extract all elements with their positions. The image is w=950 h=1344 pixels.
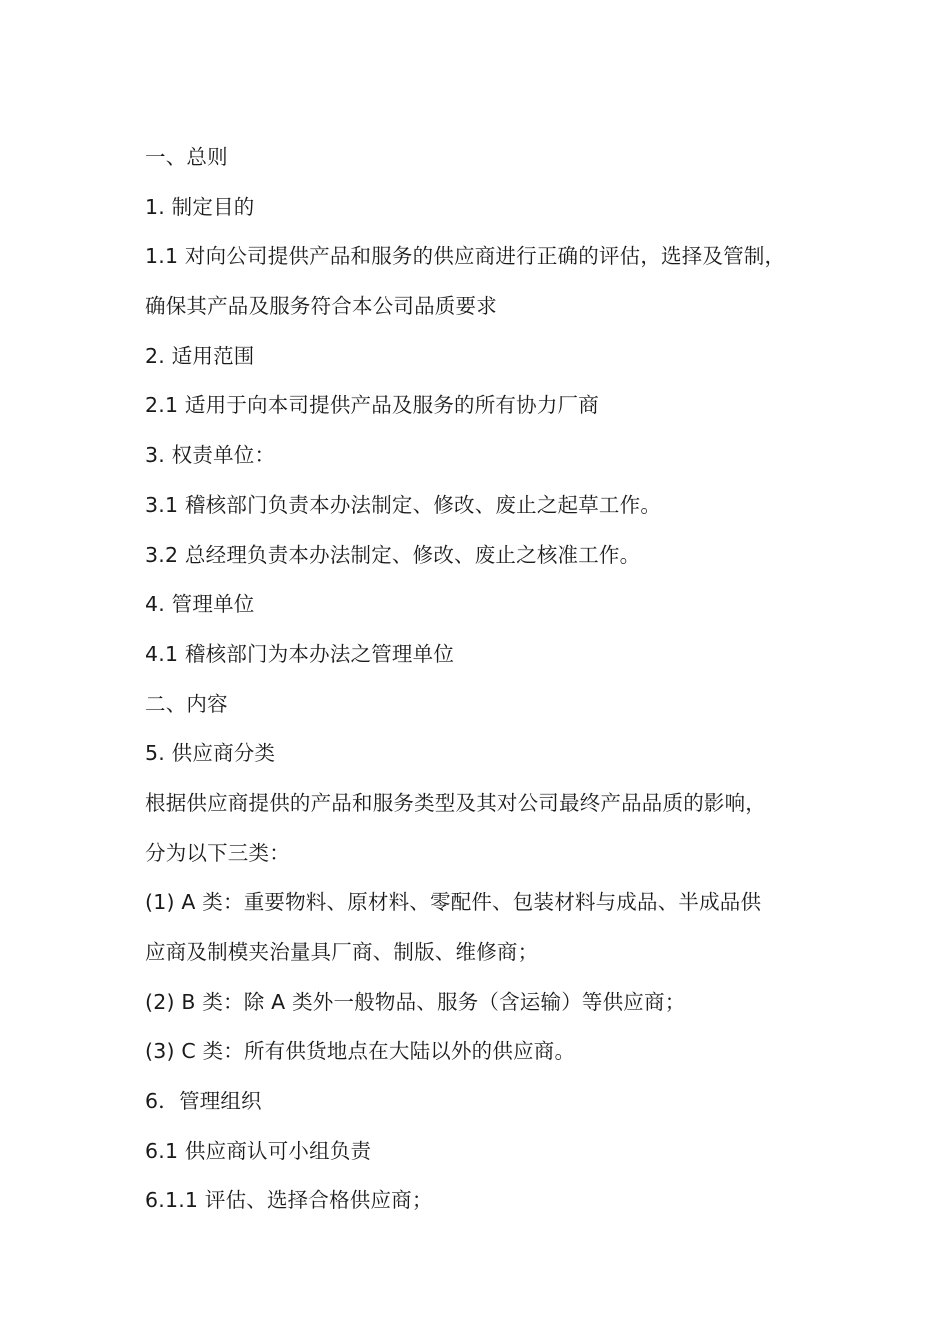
paragraph-line: 4.1 稽核部门为本办法之管理单位 <box>145 641 455 666</box>
paragraph-line: 根据供应商提供的产品和服务类型及其对公司最终产品品质的影响， <box>145 790 766 815</box>
paragraph-line: 6.1 供应商认可小组负责 <box>145 1138 372 1163</box>
heading-management-unit: 4. 管理单位 <box>145 592 255 617</box>
paragraph-line: 确保其产品及服务符合本公司品质要求 <box>145 294 497 319</box>
list-item-class-a: (1) A 类：重要物料、原材料、零配件、包装材料与成品、半成品供 <box>145 890 762 915</box>
heading-purpose: 1. 制定目的 <box>145 194 255 219</box>
heading-management-organization: 6．管理组织 <box>145 1089 262 1114</box>
list-item-class-c: (3) C 类：所有供货地点在大陆以外的供应商。 <box>145 1039 576 1064</box>
heading-scope: 2. 适用范围 <box>145 343 255 368</box>
list-item-class-b: (2) B 类：除 A 类外一般物品、服务（含运输）等供应商； <box>145 989 686 1014</box>
paragraph-line: 1.1 对向公司提供产品和服务的供应商进行正确的评估，选择及管制， <box>145 244 786 269</box>
paragraph-line: 6.1.1 评估、选择合格供应商； <box>145 1188 433 1213</box>
heading-responsibility: 3. 权责单位： <box>145 443 276 468</box>
section-heading-general: 一、总则 <box>145 145 228 169</box>
section-heading-content: 二、内容 <box>145 691 228 716</box>
paragraph-line: 分为以下三类： <box>145 840 290 865</box>
paragraph-line: 3.2 总经理负责本办法制定、修改、废止之核准工作。 <box>145 542 641 567</box>
heading-supplier-classification: 5. 供应商分类 <box>145 741 276 766</box>
document-body <box>145 133 835 1226</box>
paragraph-line: 2.1 适用于向本司提供产品及服务的所有协力厂商 <box>145 393 599 418</box>
list-item-class-a-continued: 应商及制模夹治量具厂商、制版、维修商； <box>145 940 539 964</box>
paragraph-line: 3.1 稽核部门负责本办法制定、修改、废止之起草工作。 <box>145 492 662 517</box>
